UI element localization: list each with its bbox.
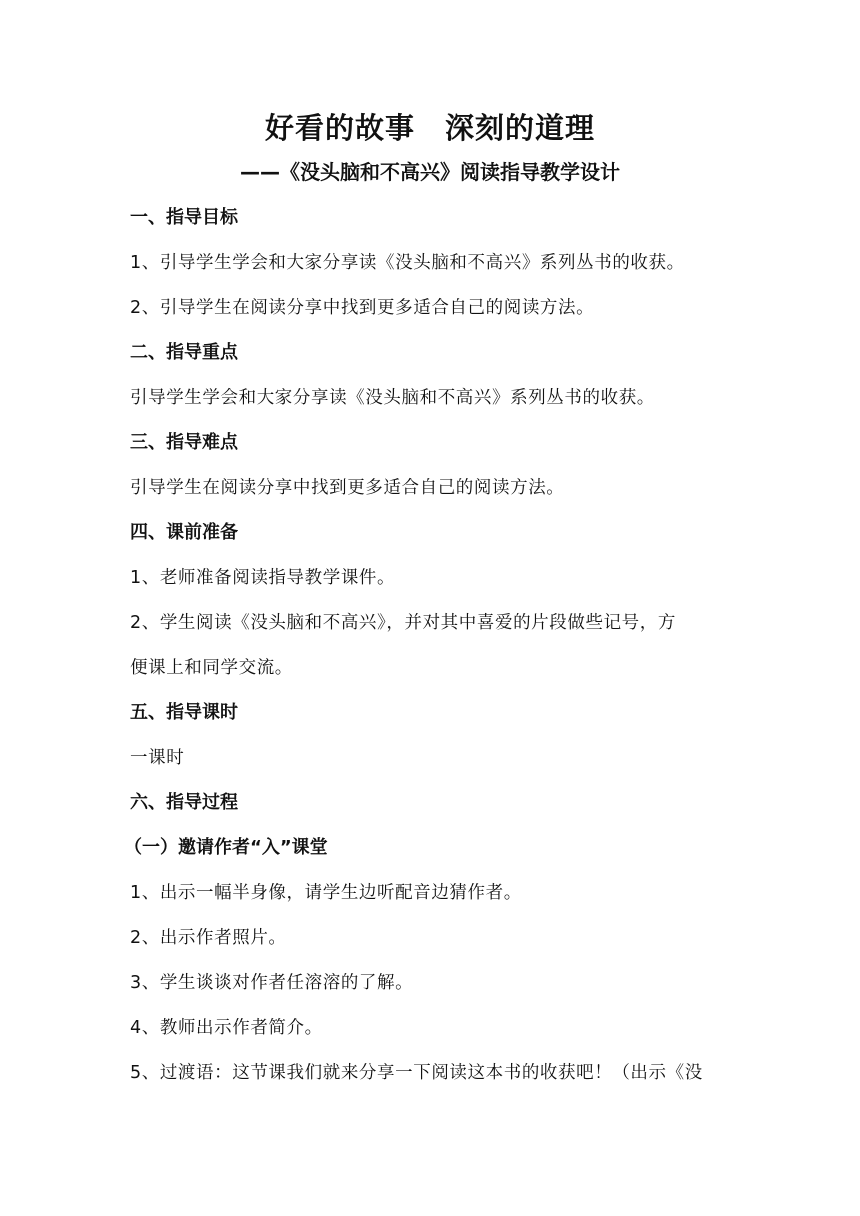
section-heading-preparation: 四、课前准备 [130,522,238,543]
process-subheading: （一）邀请作者“入”课堂 [124,837,328,858]
preparation-item: 1、老师准备阅读指导教学课件。 [130,568,396,588]
focus-text: 引导学生学会和大家分享读《没头脑和不高兴》系列丛书的收获。 [130,388,655,408]
section-heading-goals: 一、指导目标 [130,207,238,228]
difficulty-text: 引导学生在阅读分享中找到更多适合自己的阅读方法。 [130,478,565,498]
section-heading-hours: 五、指导课时 [130,702,238,723]
process-item: 4、教师出示作者简介。 [130,1018,323,1038]
goal-item: 1、引导学生学会和大家分享读《没头脑和不高兴》系列丛书的收获。 [130,253,685,273]
document-subtitle: ——《没头脑和不高兴》阅读指导教学设计 [240,160,620,184]
section-heading-process: 六、指导过程 [130,792,238,813]
section-heading-difficulty: 三、指导难点 [130,432,238,453]
preparation-item-continuation: 便课上和同学交流。 [130,658,293,678]
process-item: 3、学生谈谈对作者任溶溶的了解。 [130,973,414,993]
preparation-item: 2、学生阅读《没头脑和不高兴》，并对其中喜爱的片段做些记号，方 [130,613,676,633]
section-heading-focus: 二、指导重点 [130,342,238,363]
hours-text: 一课时 [130,748,185,768]
process-item: 2、出示作者照片。 [130,928,287,948]
document-title: 好看的故事 深刻的道理 [264,111,595,145]
goal-item: 2、引导学生在阅读分享中找到更多适合自己的阅读方法。 [130,298,595,318]
process-item: 5、过渡语：这节课我们就来分享一下阅读这本书的收获吧！（出示《没 [130,1063,703,1083]
process-item: 1、出示一幅半身像，请学生边听配音边猜作者。 [130,883,522,903]
